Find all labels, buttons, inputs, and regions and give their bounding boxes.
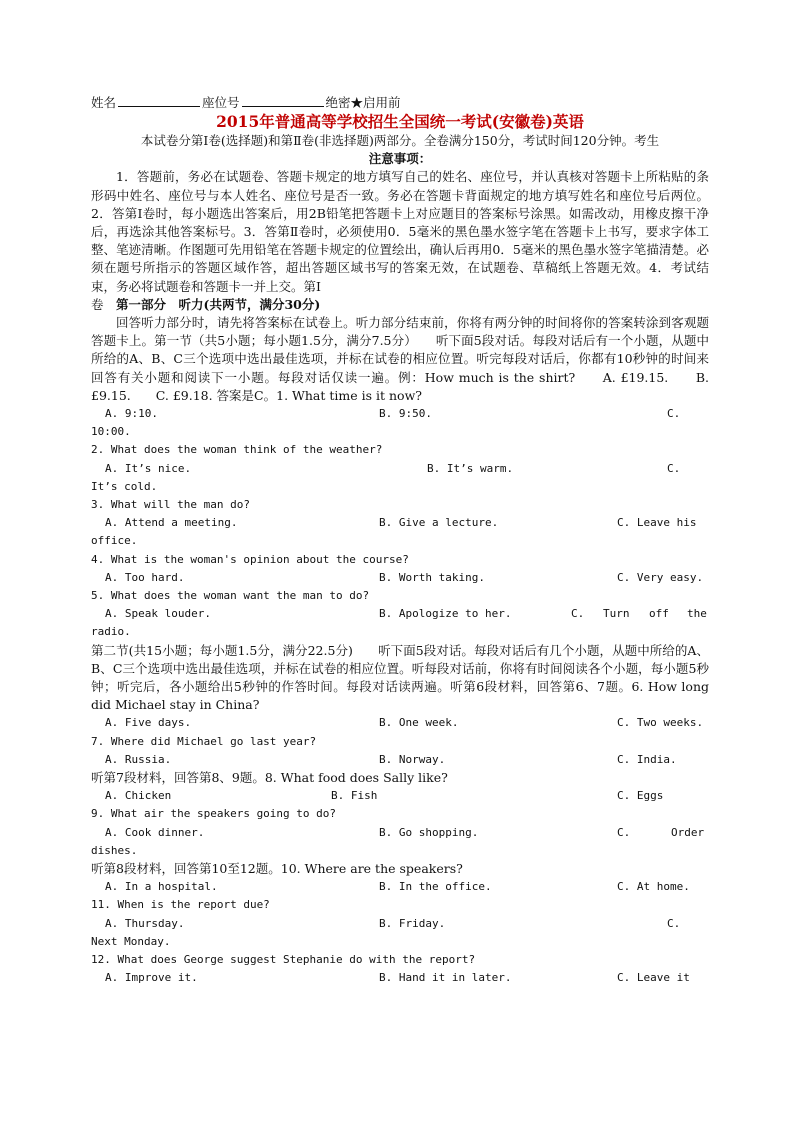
q8-options xyxy=(91,787,709,805)
q2-option-a[interactable]: A. It’s nice. xyxy=(105,461,192,475)
q5-option-c-2: Turn xyxy=(603,607,630,621)
q7-option-b[interactable]: B. Norway. xyxy=(379,752,446,766)
q5-stem: 5. What does the woman want the man to do? xyxy=(91,589,370,603)
q9-option-c[interactable]: C. xyxy=(617,825,631,839)
part1-heading-line xyxy=(91,296,709,314)
q11-stem: 11. When is the report due? xyxy=(91,898,270,912)
q5-option-a[interactable]: A. Speak louder. xyxy=(105,607,211,621)
exam-page xyxy=(91,94,709,987)
name-blank[interactable] xyxy=(118,94,200,107)
q4-stem: 4. What is the woman's opinion about the course? xyxy=(91,552,409,566)
q5-options xyxy=(91,605,709,623)
part1-prefix: 卷 xyxy=(91,296,104,312)
q1-options xyxy=(91,405,709,423)
q5-option-b[interactable]: B. Apologize to her. xyxy=(379,607,512,621)
q2-option-c[interactable]: C. xyxy=(667,461,681,475)
q3-option-c-cont: office. xyxy=(91,534,138,548)
q8-option-a[interactable]: A. Chicken xyxy=(105,789,172,803)
q7-options xyxy=(91,751,709,769)
q5-option-c-1[interactable]: C. xyxy=(571,607,585,621)
q12-options xyxy=(91,969,709,987)
q10-options xyxy=(91,878,709,896)
q1-option-a[interactable]: A. 9:10. xyxy=(105,407,158,421)
q9-option-a[interactable]: A. Cook dinner. xyxy=(105,825,205,839)
material7-text: 听第7段材料，回答第8、9题。8. What food does Sally like? xyxy=(91,770,448,785)
q12-option-b[interactable]: B. Hand it in later. xyxy=(379,971,512,985)
q10-option-a[interactable]: A. In a hospital. xyxy=(105,880,218,894)
q6-options xyxy=(91,714,709,732)
q5-option-c-4: the xyxy=(687,607,707,621)
q12-option-c[interactable]: C. Leave it xyxy=(617,971,690,985)
q12-stem: 12. What does George suggest Stephanie do with the report? xyxy=(91,952,476,966)
q4-options xyxy=(91,569,709,587)
q6-option-a[interactable]: A. Five days. xyxy=(105,716,192,730)
q4-option-a[interactable]: A. Too hard. xyxy=(105,570,185,584)
q12-option-a[interactable]: A. Improve it. xyxy=(105,971,198,985)
q10-option-c[interactable]: C. At home. xyxy=(617,880,690,894)
q11-options xyxy=(91,915,709,933)
q3-options xyxy=(91,514,709,532)
listening-intro: 回答听力部分时，请先将答案标在试卷上。听力部分结束前，你将有两分钟的时间将你的答案转涂到客观题答题卡上。第一节（共5小题；每小题1.5分，满分7.5分） 听下面5段对话。每段对话后有一个小题，从题中所给的A、B、C三个选项中选出最佳选项，并标在试卷的相应位置。听完每段对话后，你都有10秒钟的时间来回答有关小题和阅读下一小题。每段对话仅读一遍。例：How much is the shirt? A. £19.15. B. £9.15. C. £9.18. 答案是C。1. What time is it now? xyxy=(91,315,709,403)
seat-blank[interactable] xyxy=(242,94,324,107)
q9-stem: 9. What air the speakers going to do? xyxy=(91,807,337,821)
q9-option-c-cont: dishes. xyxy=(91,843,138,857)
notice-text: 1．答题前，务必在试题卷、答题卡规定的地方填写自己的姓名、座位号，并认真核对答题卡上所粘贴的条形码中姓名、座位号与本人姓名、座位号是否一致。务必在答题卡背面规定的地方填写姓名和座位号后两位。2．答第Ⅰ卷时，每小题选出答案后，用2B铅笔把答题卡上对应题目的答案标号涂黑。如需改动，用橡皮擦干净后，再选涂其他答案标号。3．答第Ⅱ卷时，必须使用0．5毫米的黑色墨水签字笔在答题卡上书写，要求字体工整、笔迹清晰。作图题可先用铅笔在答题卡规定的位置绘出，确认后再用0．5毫米的黑色墨水签字笔描清楚。必须在题号所指示的答题区域作答，超出答题区域书写的答案无效，在试题卷、草稿纸上答题无效。4．考试结束，务必将试题卷和答题卡一并上交。第Ⅰ xyxy=(91,169,709,294)
q8-option-b[interactable]: B. Fish xyxy=(331,789,378,803)
q2-stem: 2. What does the woman think of the weather? xyxy=(91,443,383,457)
q9-option-c-2: Order xyxy=(671,825,705,839)
q9-option-b[interactable]: B. Go shopping. xyxy=(379,825,479,839)
name-label: 姓名 xyxy=(91,95,117,110)
intro-text: 本试卷分第Ⅰ卷(选择题)和第Ⅱ卷(非选择题)两部分。全卷满分150分，考试时间120分钟。考生 xyxy=(140,133,660,148)
seat-label: 座位号 xyxy=(202,95,240,110)
section2-text: 第二节(共15小题；每小题1.5分，满分22.5分) 听下面5段对话。每段对话后有几个小题，从题中所给的A、B、C三个选项中选出最佳选项，并标在试卷的相应位置。听每段对话前，你将有时间阅读各个小题，每小题5秒钟；听完后，各小题给出5秒钟的作答时间。每段对话读两遍。听第6段材料，回答第6、7题。6. How long did Michael stay in China? xyxy=(91,642,709,713)
q1-option-b[interactable]: B. 9:50. xyxy=(379,407,432,421)
q3-option-c[interactable]: C. Leave his xyxy=(617,516,697,530)
q3-option-a[interactable]: A. Attend a meeting. xyxy=(105,516,238,530)
q1-option-c[interactable]: C. xyxy=(667,407,681,421)
part1-heading: 第一部分 听力(共两节，满分30分) xyxy=(116,296,321,312)
secret-label: 绝密★启用前 xyxy=(325,95,401,110)
q3-stem: 3. What will the man do? xyxy=(91,498,250,512)
exam-title: 2015年普通高等学校招生全国统一考试(安徽卷)英语 xyxy=(216,112,584,131)
q2-options xyxy=(91,460,709,478)
q10-option-b[interactable]: B. In the office. xyxy=(379,880,492,894)
q4-option-c[interactable]: C. Very easy. xyxy=(617,570,704,584)
q7-option-c[interactable]: C. India. xyxy=(617,752,677,766)
q11-option-a[interactable]: A. Thursday. xyxy=(105,916,185,930)
q9-options xyxy=(91,824,709,842)
q11-option-c-cont: Next Monday. xyxy=(91,934,171,948)
q2-option-c-cont: It’s cold. xyxy=(91,479,158,493)
q7-option-a[interactable]: A. Russia. xyxy=(105,752,172,766)
q6-option-c[interactable]: C. Two weeks. xyxy=(617,716,704,730)
q8-option-c[interactable]: C. Eggs xyxy=(617,789,664,803)
q6-option-b[interactable]: B. One week. xyxy=(379,716,459,730)
q2-option-b[interactable]: B. It’s warm. xyxy=(427,461,514,475)
q5-option-c-cont: radio. xyxy=(91,625,131,639)
q7-stem: 7. Where did Michael go last year? xyxy=(91,734,317,748)
q1-option-c-cont: 10:00. xyxy=(91,425,131,439)
q11-option-c[interactable]: C. xyxy=(667,916,681,930)
q5-option-c-3: off xyxy=(649,607,669,621)
q3-option-b[interactable]: B. Give a lecture. xyxy=(379,516,499,530)
header-line xyxy=(91,94,709,112)
q11-option-b[interactable]: B. Friday. xyxy=(379,916,446,930)
notice-title: 注意事项： xyxy=(368,151,432,167)
q4-option-b[interactable]: B. Worth taking. xyxy=(379,570,485,584)
material8-text: 听第8段材料，回答第10至12题。10. Where are the speakers? xyxy=(91,860,463,876)
